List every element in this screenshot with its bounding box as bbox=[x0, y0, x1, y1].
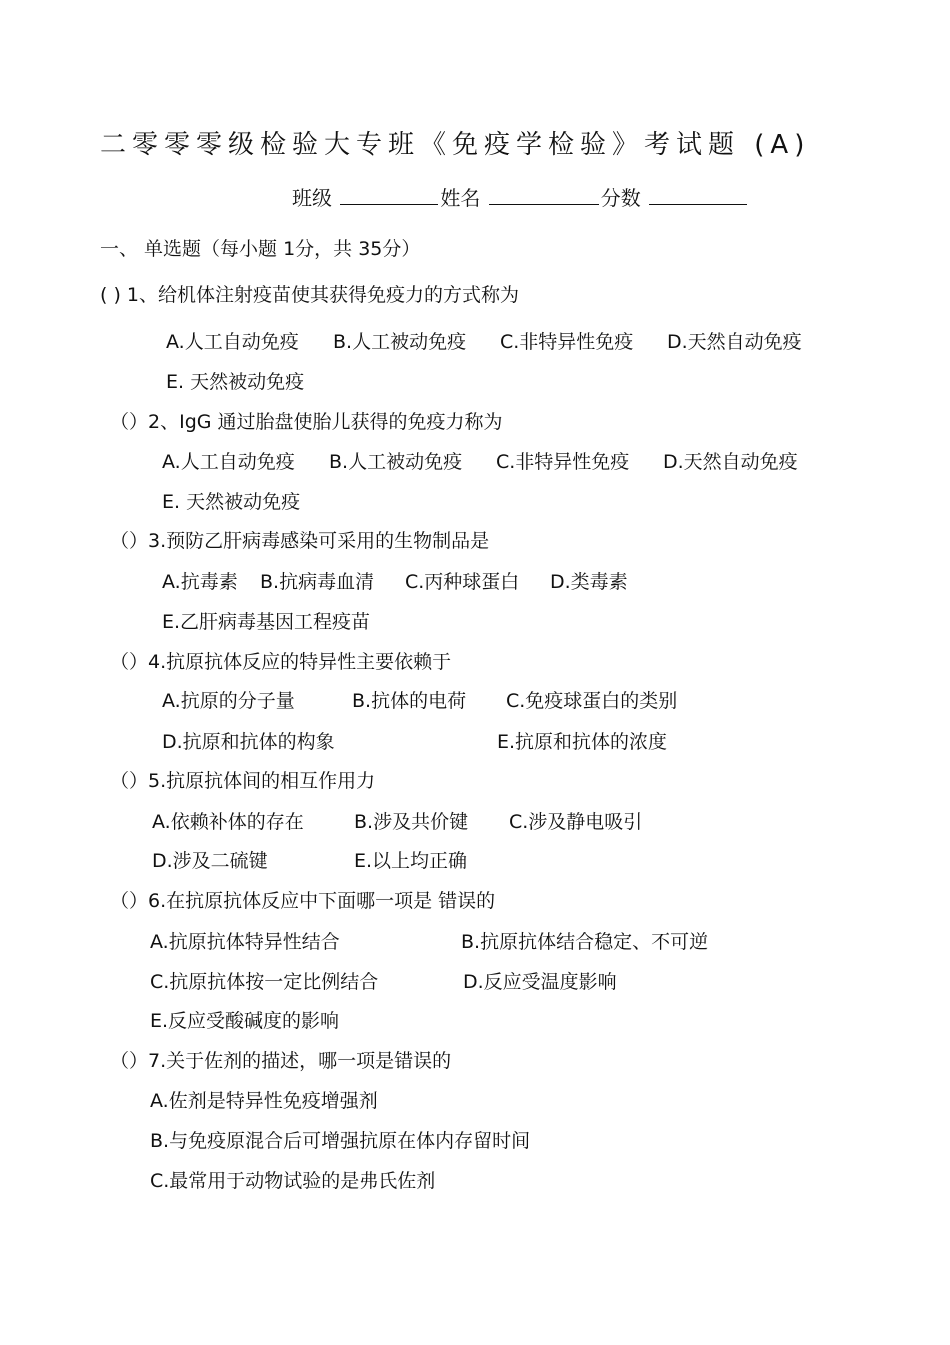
option: E. 天然被动免疫 bbox=[162, 491, 301, 513]
class-blank bbox=[340, 182, 438, 205]
question-stem: （）5.抗原抗体间的相互作用力 bbox=[110, 770, 376, 792]
question-stem: （）6.在抗原抗体反应中下面哪一项是 错误的 bbox=[110, 890, 496, 912]
section-title: 一、 单选题（每小题 1分，共 35分） bbox=[100, 238, 421, 260]
option: A.依赖补体的存在 bbox=[152, 811, 304, 833]
option: D.抗原和抗体的构象 bbox=[162, 731, 335, 753]
option: E.反应受酸碱度的影响 bbox=[150, 1010, 340, 1032]
option: A.抗原的分子量 bbox=[162, 690, 295, 712]
option: C.非特异性免疫 bbox=[500, 331, 634, 353]
option: A.佐剂是特异性免疫增强剂 bbox=[150, 1090, 378, 1112]
option: B.抗病毒血清 bbox=[260, 571, 375, 593]
question-stem: （）3.预防乙肝病毒感染可采用的生物制品是 bbox=[110, 530, 490, 552]
name-blank bbox=[489, 182, 599, 205]
option: C.非特异性免疫 bbox=[496, 451, 630, 473]
question-stem: （）2、IgG 通过胎盘使胎儿获得的免疫力称为 bbox=[110, 411, 503, 433]
option-row bbox=[162, 570, 628, 594]
option: A.人工自动免疫 bbox=[166, 331, 299, 353]
option: B.人工被动免疫 bbox=[333, 331, 467, 353]
option: C.丙种球蛋白 bbox=[405, 571, 520, 593]
option: B.涉及共价键 bbox=[354, 811, 469, 833]
option-row bbox=[166, 330, 802, 354]
option: D.天然自动免疫 bbox=[663, 451, 798, 473]
option-row bbox=[162, 730, 667, 754]
question-stem: （）7.关于佐剂的描述，哪一项是错误的 bbox=[110, 1050, 452, 1072]
option-row bbox=[152, 810, 642, 834]
option: C.免疫球蛋白的类别 bbox=[506, 690, 678, 712]
class-label: 班级 bbox=[292, 186, 332, 210]
option: D.类毒素 bbox=[550, 571, 628, 593]
option: A.抗毒素 bbox=[162, 571, 238, 593]
option-row bbox=[162, 450, 798, 474]
option-row bbox=[152, 849, 467, 873]
option: B.与免疫原混合后可增强抗原在体内存留时间 bbox=[150, 1130, 531, 1152]
option: B.人工被动免疫 bbox=[329, 451, 463, 473]
score-blank bbox=[649, 182, 747, 205]
option: A.人工自动免疫 bbox=[162, 451, 295, 473]
question-stem: （）4.抗原抗体反应的特异性主要依赖于 bbox=[110, 651, 452, 673]
option: C.抗原抗体按一定比例结合 bbox=[150, 971, 379, 993]
option: D.涉及二硫键 bbox=[152, 850, 268, 872]
option: D.天然自动免疫 bbox=[667, 331, 802, 353]
option-row bbox=[150, 930, 708, 954]
option: E.以上均正确 bbox=[354, 850, 468, 872]
option: C.最常用于动物试验的是弗氏佐剂 bbox=[150, 1170, 436, 1192]
option: B.抗原抗体结合稳定、不可逆 bbox=[461, 931, 709, 953]
option: B.抗体的电荷 bbox=[352, 690, 467, 712]
student-info-line bbox=[292, 182, 749, 211]
score-label: 分数 bbox=[600, 186, 641, 210]
name-label: 姓名 bbox=[440, 186, 481, 210]
option: C.涉及静电吸引 bbox=[509, 811, 643, 833]
option-row bbox=[150, 970, 617, 994]
option: E.抗原和抗体的浓度 bbox=[497, 731, 668, 753]
option: E.乙肝病毒基因工程疫苗 bbox=[162, 611, 371, 633]
option: A.抗原抗体特异性结合 bbox=[150, 931, 340, 953]
option: E. 天然被动免疫 bbox=[166, 371, 305, 393]
exam-title: 二零零零级检验大专班《免疫学检验》考试题 (A) bbox=[100, 130, 811, 160]
question-stem: ( ) 1、给机体注射疫苗使其获得免疫力的方式称为 bbox=[100, 284, 519, 306]
option-row bbox=[162, 689, 677, 713]
option: D.反应受温度影响 bbox=[463, 971, 617, 993]
